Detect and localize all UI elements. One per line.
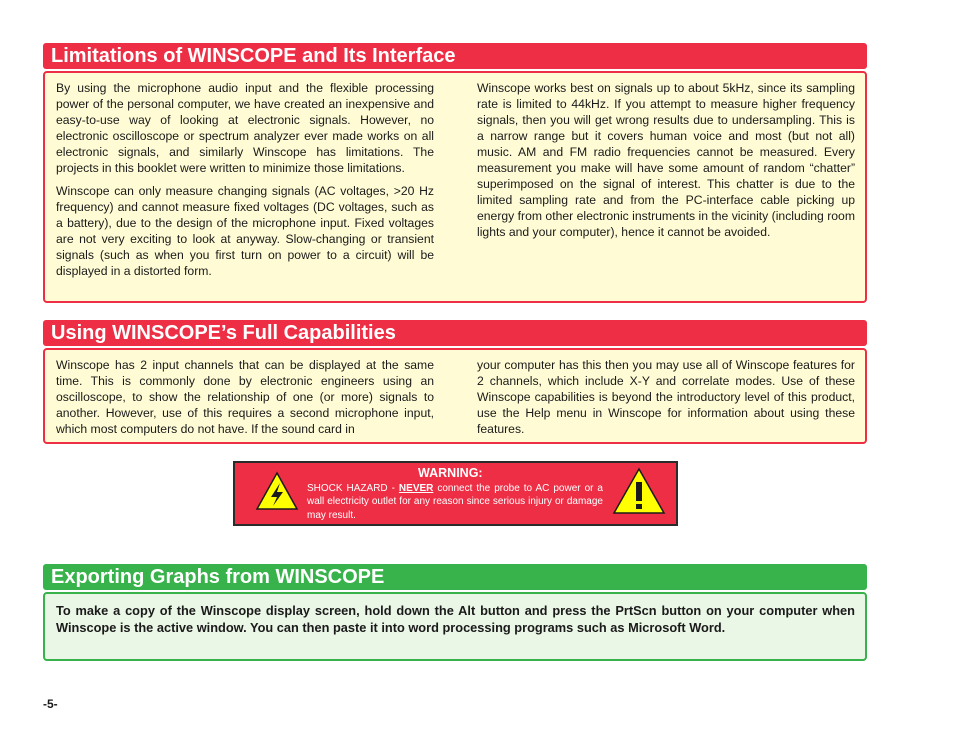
- limitations-header: [43, 43, 867, 69]
- capabilities-header: [43, 320, 867, 346]
- limitations-title: Limitations of WINSCOPE and Its Interface: [51, 45, 456, 67]
- exporting-header: [43, 564, 867, 590]
- exporting-text: To make a copy of the Winscope display screen, hold down the Alt button and press the PrtScn button on your computer when Winscope is the active window. You can then paste it into word processing programs such as Microsoft Word.: [56, 603, 855, 635]
- capabilities-left-column: [56, 357, 434, 444]
- warning-text: [307, 482, 603, 522]
- capabilities-paragraph-left: Winscope has 2 input channels that can be displayed at the same time. This is commonly done by electronic engineers using an oscilloscope, to show the relationship of one (or more) signals to another. However, use of this requires a second microphone input, which most computers do not have. If the sound card in: [56, 358, 434, 436]
- capabilities-title: Using WINSCOPE’s Full Capabilities: [51, 322, 396, 344]
- warning-never: NEVER: [398, 483, 434, 494]
- warning-suffix: connect the probe to AC power or a wall electricity outlet for any reason since serious injury or damage may result.: [307, 483, 603, 521]
- capabilities-paragraph-right: your computer has this then you may use all of Winscope features for 2 channels, which include X-Y and correlate modes. Use of these Winscope capabilities is beyond the introductory level of this product, use the Help menu in Winscope for information about using these features.: [477, 358, 855, 436]
- limitations-box: [43, 71, 867, 303]
- exclamation-icon: [612, 467, 666, 515]
- limitations-paragraph-2: Winscope can only measure changing signals (AC voltages, >20 Hz frequency) and cannot measure fixed voltages (DC voltages, such as a battery), due to the design of the microphone input. Fixed voltages are not very exciting to look at anyway. Slow-changing or transient signals (such as when you first turn on power to a circuit) will be displayed in a distorted form.: [56, 184, 434, 278]
- limitations-left-column: [56, 80, 434, 286]
- capabilities-right-column: [477, 357, 855, 444]
- warning-box: [233, 461, 678, 526]
- warning-prefix: SHOCK HAZARD -: [307, 483, 399, 494]
- page-number: -5-: [43, 697, 58, 711]
- electric-shock-icon: [255, 471, 299, 511]
- exporting-box: [43, 592, 867, 661]
- capabilities-box: [43, 348, 867, 444]
- limitations-paragraph-1: By using the microphone audio input and the flexible processing power of the personal computer, we have created an inexpensive and easy-to-use way of looking at electronic signals. However, no electronic oscilloscope or spectrum analyzer ever made works on all electronic signals, and similarly Winscope has limitations. The projects in this booklet were written to minimize those limitations.: [56, 81, 434, 175]
- warning-title: WARNING:: [418, 466, 483, 480]
- exporting-title: Exporting Graphs from WINSCOPE: [51, 566, 385, 588]
- limitations-right-column: [477, 80, 855, 286]
- limitations-paragraph-3: Winscope works best on signals up to about 5kHz, since its sampling rate is limited to 44kHz. If you attempt to measure higher frequency signals, then you will get wrong results due to undersampling. This is a narrow range but it covers human voice and most (but not all) music. AM and FM radio frequencies cannot be measured. Every measurement you make will have some amount of random “chatter” superimposed on the signal of interest. This chatter is due to the limited sampling rate and from the PC-interface cable picking up energy from other electronic instruments in the vicinity (including room lights and your computer), hence it cannot be avoided.: [477, 81, 855, 239]
